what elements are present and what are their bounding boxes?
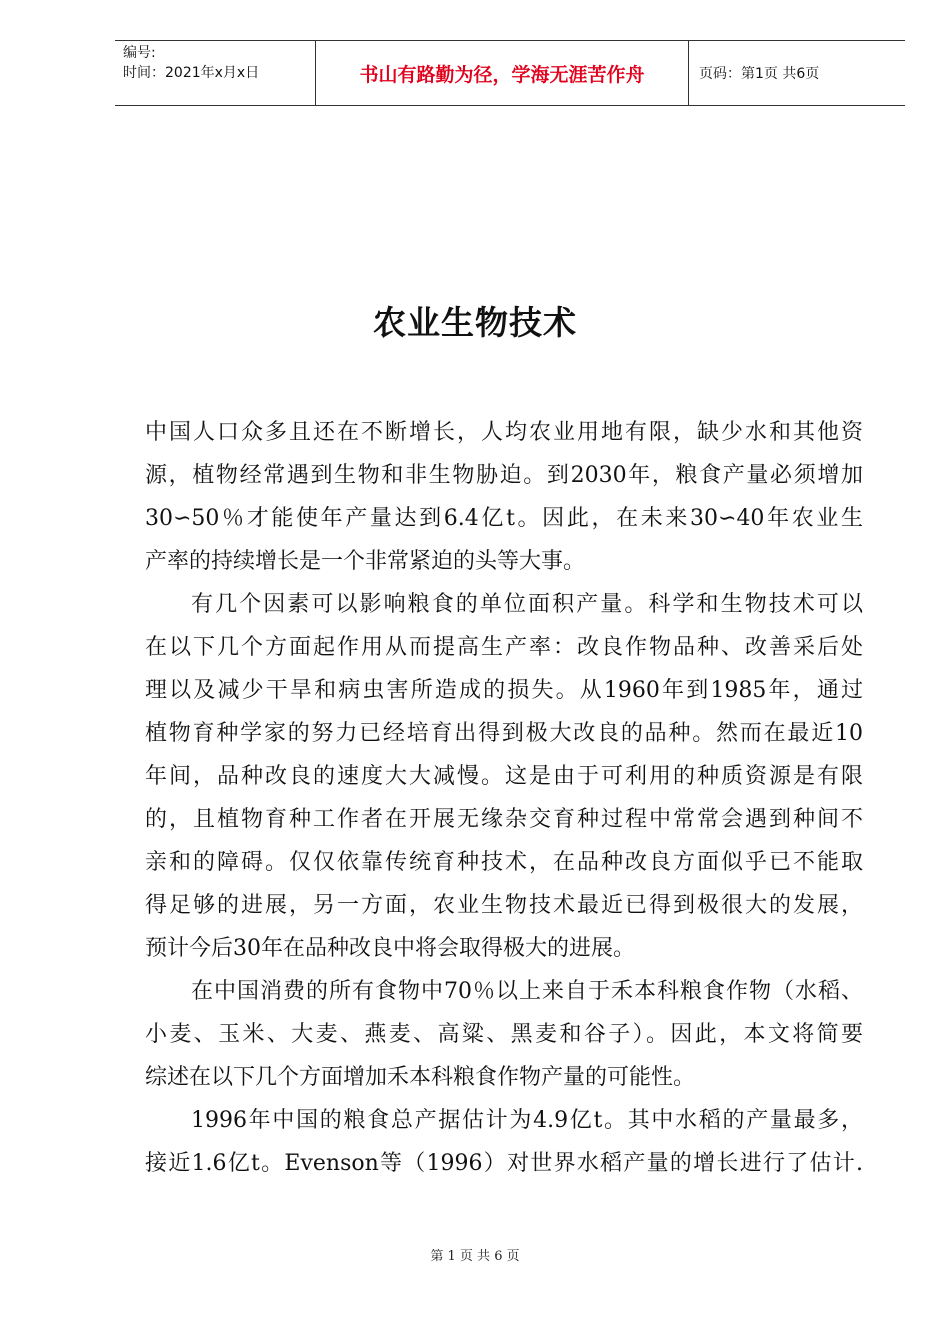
document-number-label: 编号:	[123, 45, 156, 61]
header-page-info: 页码：第1页 共6页	[699, 66, 820, 82]
body-line: 得足够的进展，另一方面，农业生物技术最近已得到极很大的发展，	[145, 893, 863, 918]
body-line: 在以下几个方面起作用从而提高生产率：改良作物品种、改善采后处	[145, 635, 863, 660]
body-line: 预计今后30年在品种改良中将会取得极大的进展。	[145, 936, 635, 961]
body-line: 接近1.6亿t。Evenson等（1996）对世界水稻产量的增长进行了估计.	[145, 1151, 863, 1176]
body-line: 在中国消费的所有食物中70％以上来自于禾本科粮食作物（水稻、	[191, 979, 863, 1004]
body-line: 有几个因素可以影响粮食的单位面积产量。科学和生物技术可以	[191, 592, 863, 617]
page-footer: 第 1 页 共 6 页	[430, 1249, 520, 1264]
document-body	[145, 411, 863, 1185]
document-title: 农业生物技术	[373, 303, 577, 342]
header-meta	[115, 41, 315, 105]
body-line: 植物育种学家的努力已经培育出得到极大改良的品种。然而在最近10	[145, 721, 863, 746]
body-line: 1996年中国的粮食总产据估计为4.9亿t。其中水稻的产量最多，	[191, 1108, 863, 1133]
body-line: 理以及减少干旱和病虫害所造成的损失。从1960年到1985年，通过	[145, 678, 863, 703]
body-line: 年间，品种改良的速度大大减慢。这是由于可利用的种质资源是有限	[145, 764, 863, 789]
body-line: 产率的持续增长是一个非常紧迫的头等大事。	[145, 549, 586, 574]
body-line: 的，且植物育种工作者在开展无缘杂交育种过程中常常会遇到种间不	[145, 807, 863, 832]
body-line: 中国人口众多且还在不断增长，人均农业用地有限，缺少水和其他资	[145, 420, 863, 445]
document-time-label: 时间：2021年x月x日	[123, 65, 260, 81]
body-line: 源，植物经常遇到生物和非生物胁迫。到2030年，粮食产量必须增加	[145, 463, 863, 488]
body-line: 亲和的障碍。仅仅依靠传统育种技术，在品种改良方面似乎已不能取	[145, 850, 863, 875]
page-header	[115, 40, 905, 106]
body-line: 小麦、玉米、大麦、燕麦、高粱、黑麦和谷子）。因此，本文将简要	[145, 1022, 863, 1047]
body-line: 30∽50％才能使年产量达到6.4亿t。因此，在未来30∽40年农业生	[145, 506, 863, 531]
body-line: 综述在以下几个方面增加禾本科粮食作物产量的可能性。	[145, 1065, 696, 1090]
header-motto: 书山有路勤为径，学海无涯苦作舟	[315, 41, 689, 105]
